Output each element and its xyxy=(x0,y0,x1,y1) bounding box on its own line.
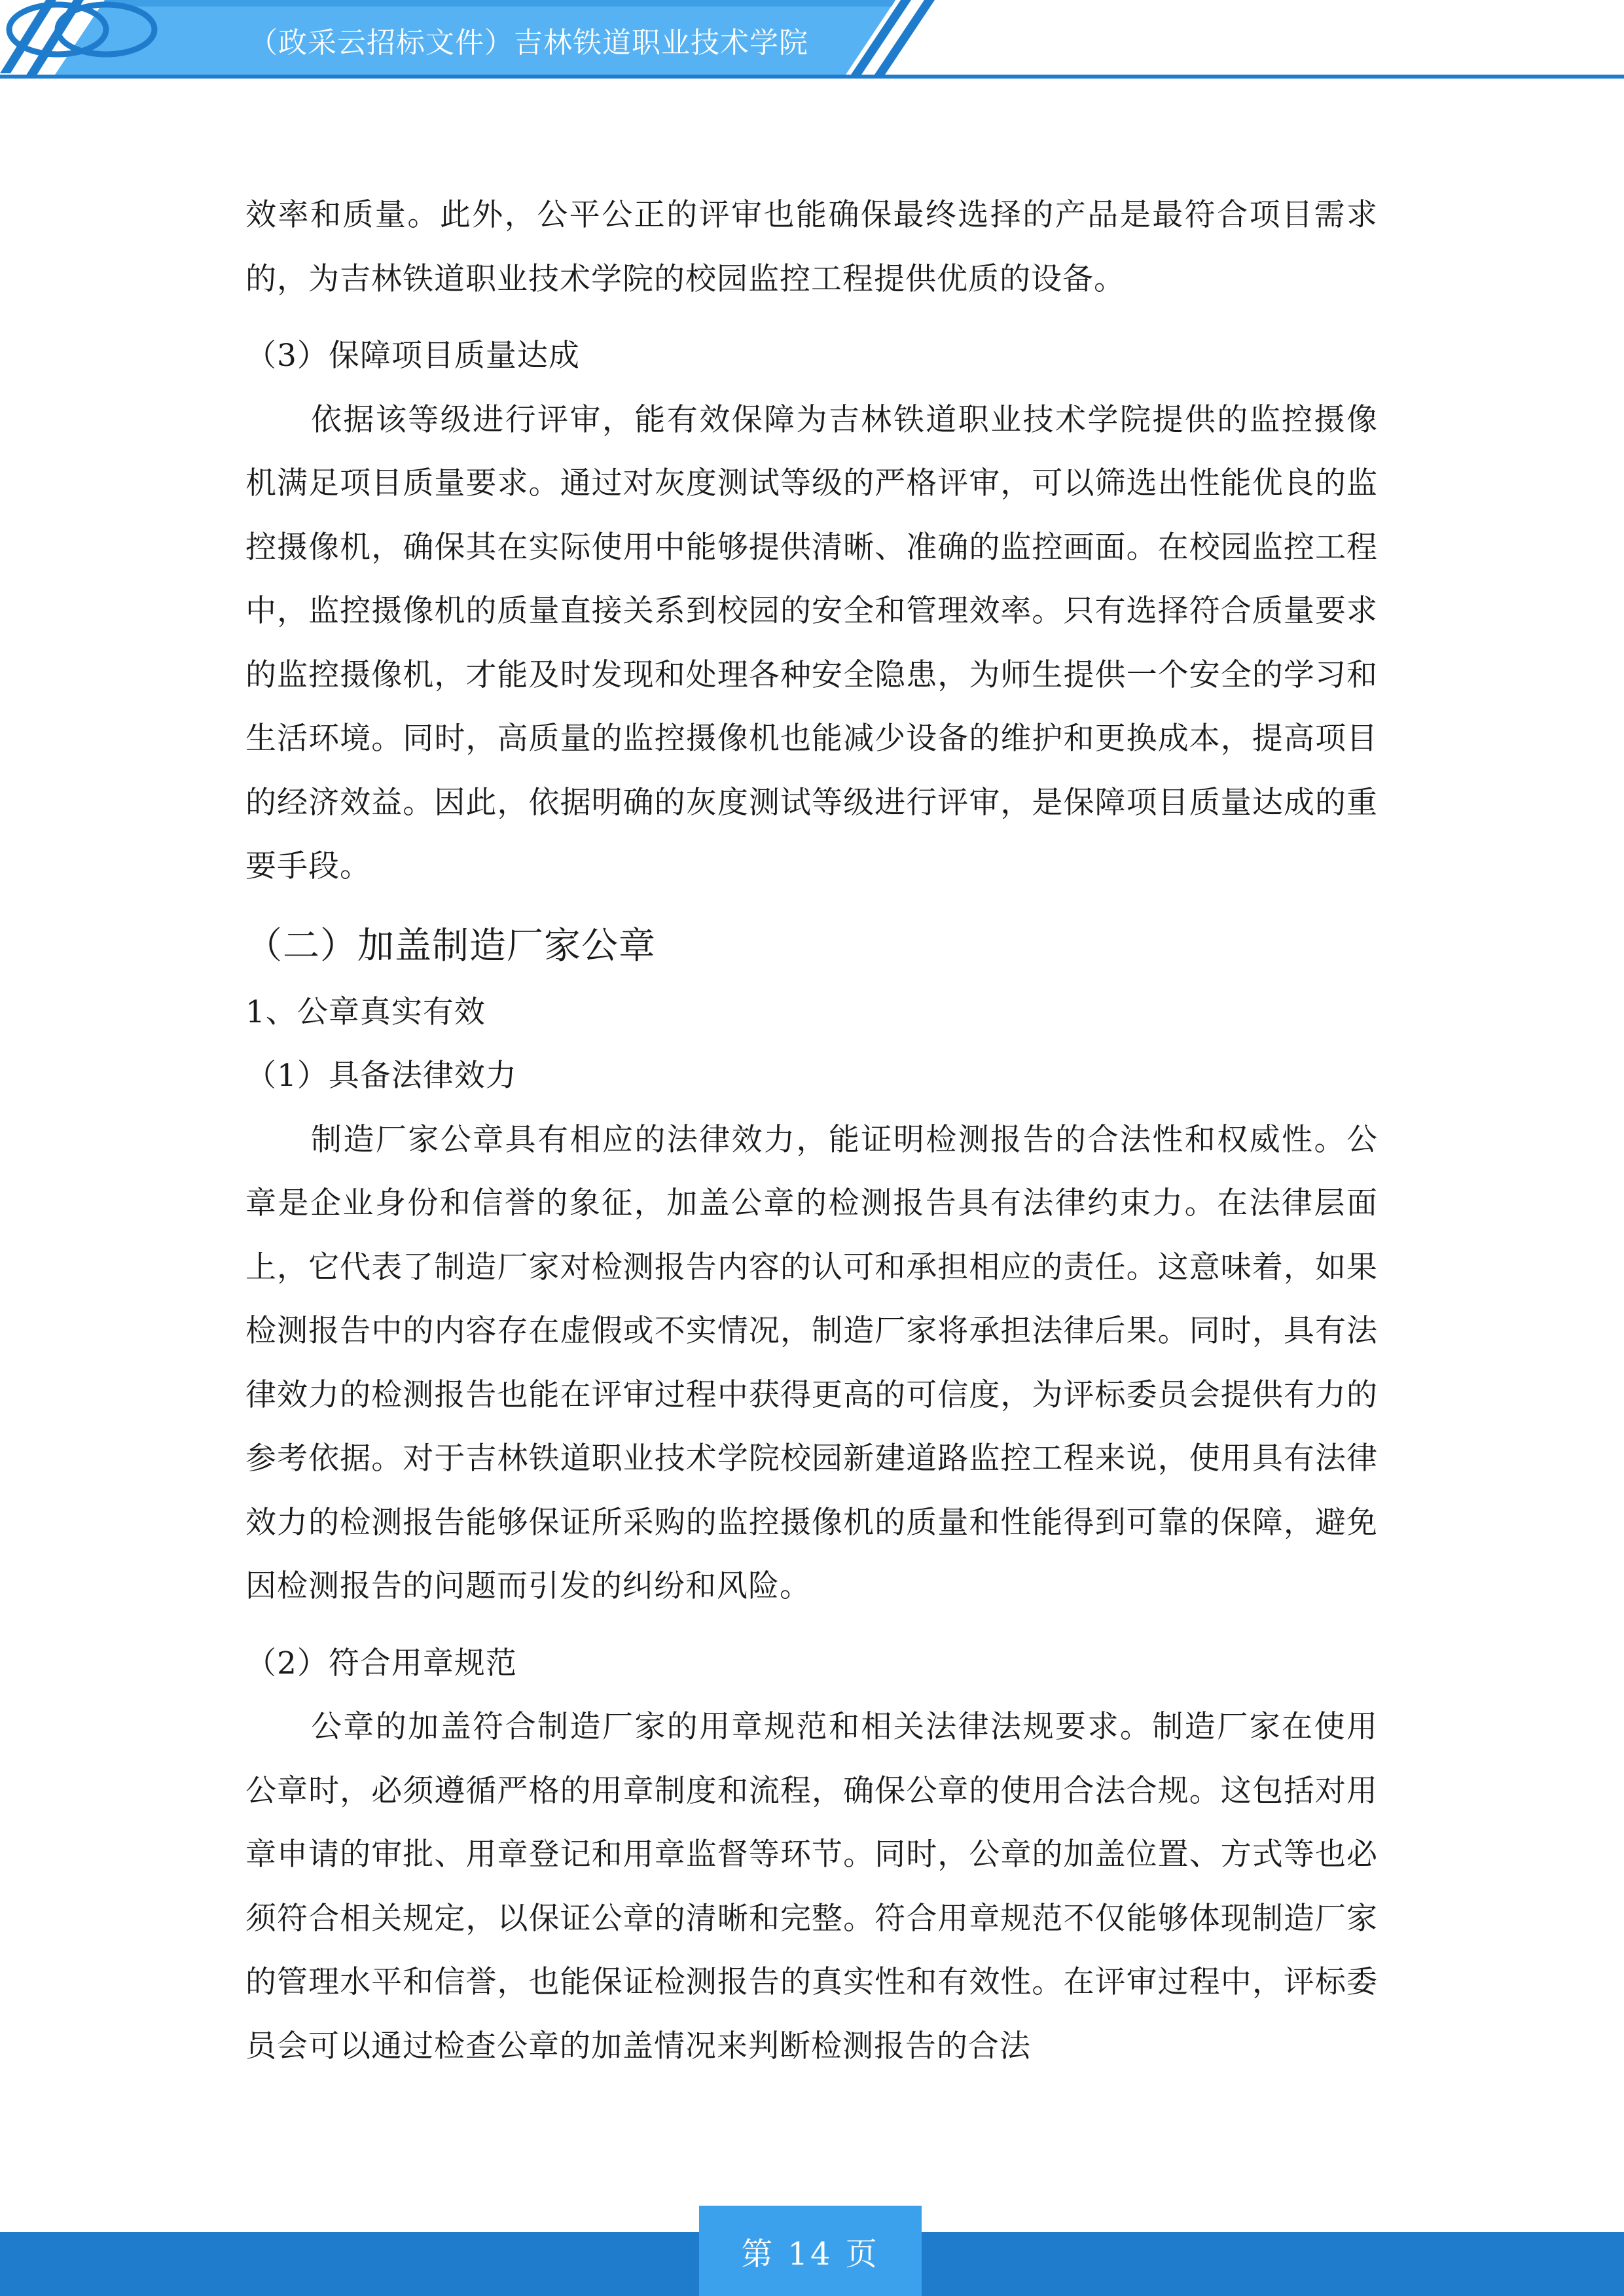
header-banner xyxy=(0,0,1624,85)
header-rule xyxy=(0,75,1624,79)
paragraph-efficiency: 效率和质量。此外，公平公正的评审也能确保最终选择的产品是最符合项目需求的，为吉林铁道职业技术学院的校园监控工程提供优质的设备。 xyxy=(245,197,1378,297)
page-number: 第 14 页 xyxy=(741,2235,880,2272)
paragraph-quality-assurance: 依据该等级进行评审，能有效保障为吉林铁道职业技术学院提供的监控摄像机满足项目质量要求。通过对灰度测试等级的严格评审，可以筛选出性能优良的监控摄像机，确保其在实际使用中能够提供清晰、准确的监控画面。在校园监控工程中，监控摄像机的质量直接关系到校园的安全和管理效率。只有选择符合质量要求的监控摄像机，才能及时发现和处理各种安全隐患，为师生提供一个安全的学习和生活环境。同时，高质量的监控摄像机也能减少设备的维护和更换成本，提高项目的经济效益。因此，依据明确的灰度测试等级进行评审，是保障项目质量达成的重要手段。 xyxy=(245,401,1378,884)
header-title: （政采云招标文件）吉林铁道职业技术学院 xyxy=(249,26,808,60)
footer-page-box xyxy=(699,2206,922,2296)
document-body xyxy=(245,183,1378,2078)
paragraph-legal-effect: 制造厂家公章具有相应的法律效力，能证明检测报告的合法性和权威性。公章是企业身份和信誉的象征，加盖公章的检测报告具有法律约束力。在法律层面上，它代表了制造厂家对检测报告内容的认可和承担相应的责任。这意味着，如果检测报告中的内容存在虚假或不实情况，制造厂家将承担法律后果。同时，具有法律效力的检测报告也能在评审过程中获得更高的可信度，为评标委员会提供有力的参考依据。对于吉林铁道职业技术学院校园新建道路监控工程来说，使用具有法律效力的检测报告能够保证所采购的监控摄像机的质量和性能得到可靠的保障，避免因检测报告的问题而引发的纠纷和风险。 xyxy=(245,1121,1378,1604)
heading-quality-assurance: （3）保障项目质量达成 xyxy=(245,338,580,374)
heading-legal-effect: （1）具备法律效力 xyxy=(245,1058,517,1094)
paragraph-seal-norms: 公章的加盖符合制造厂家的用章规范和相关法律法规要求。制造厂家在使用公章时，必须遵循严格的用章制度和流程，确保公章的使用合法合规。这包括对用章申请的审批、用章登记和用章监督等环节。同时，公章的加盖位置、方式等也必须符合相关规定，以保证公章的清晰和完整。符合用章规范不仅能够体现制造厂家的管理水平和信誉，也能保证检测报告的真实性和有效性。在评审过程中，评标委员会可以通过检查公章的加盖情况来判断检测报告的合法 xyxy=(245,1709,1378,2064)
page-header xyxy=(0,0,1624,85)
double-ring-logo-icon xyxy=(0,0,164,59)
section-heading-seal: （二）加盖制造厂家公章 xyxy=(245,924,656,967)
subheading-seal-valid: 1、公章真实有效 xyxy=(245,994,486,1030)
header-watermark-rings xyxy=(1036,16,1164,65)
heading-seal-norms: （2）符合用章规范 xyxy=(245,1645,517,1681)
header-band-highlight xyxy=(101,0,895,7)
